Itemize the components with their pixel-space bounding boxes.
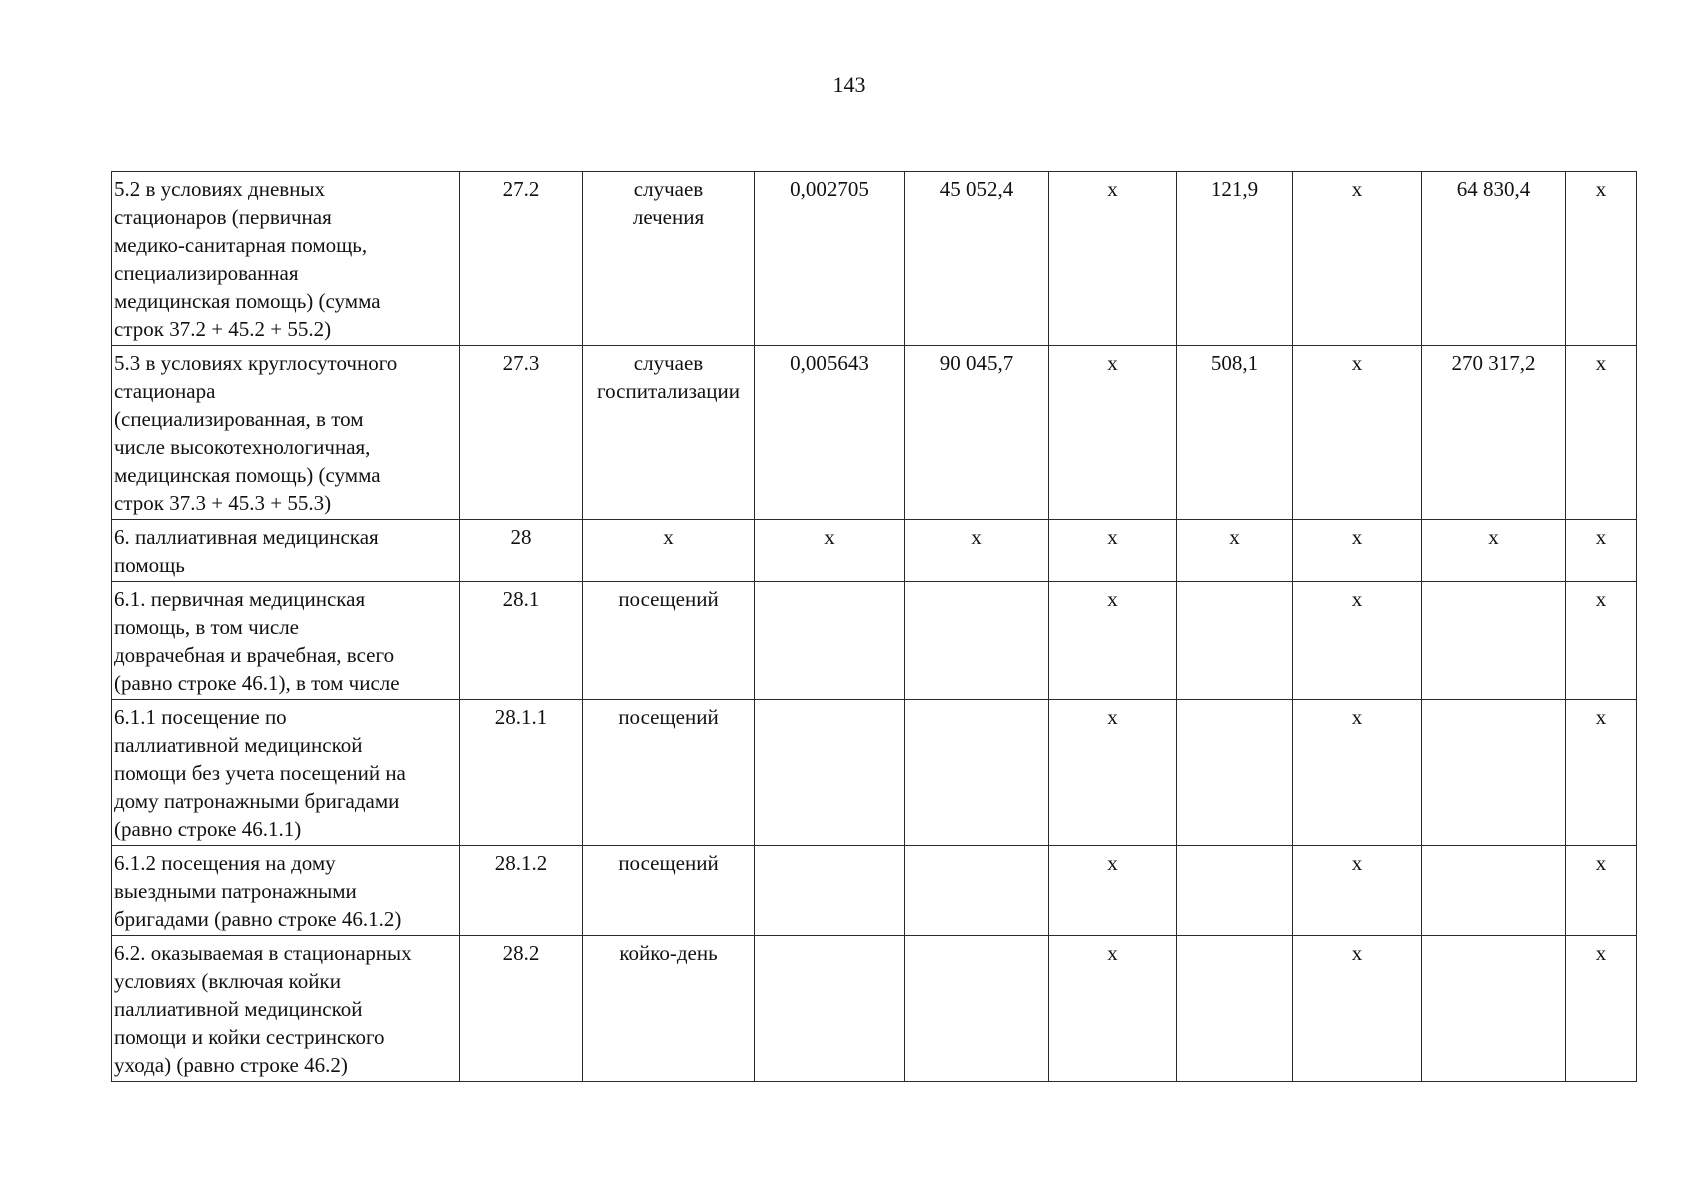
value-cell-c6: х — [1049, 172, 1177, 346]
row-name-cell — [112, 520, 460, 582]
row-name-line: помощь, в том числе — [114, 615, 300, 639]
row-name-cell — [112, 846, 460, 936]
row-number-cell: 27.2 — [460, 172, 583, 346]
table-row — [112, 172, 1637, 346]
value-cell-c10: х — [1566, 520, 1637, 582]
value-cell-c9: х — [1422, 520, 1566, 582]
value-cell-c8: х — [1293, 520, 1422, 582]
row-name-cell — [112, 700, 460, 846]
value-cell-c10: х — [1566, 582, 1637, 700]
value-cell-c9 — [1422, 846, 1566, 936]
row-name-line: медицинская помощь) (сумма — [114, 463, 381, 487]
unit-line: посещений — [618, 851, 719, 875]
row-name-line: доврачебная и врачебная, всего — [114, 643, 395, 667]
row-name-line: 5.3 в условиях круглосуточного — [114, 351, 398, 375]
row-name-line: числе высокотехнологичная, — [114, 435, 371, 459]
table-body — [112, 172, 1637, 1082]
table-row — [112, 846, 1637, 936]
unit-line: посещений — [618, 705, 719, 729]
value-cell-c8: х — [1293, 172, 1422, 346]
row-name-line: строк 37.3 + 45.3 + 55.3) — [114, 491, 332, 515]
value-cell-c4: х — [755, 520, 905, 582]
value-cell-c5 — [905, 582, 1049, 700]
row-name-line: строк 37.2 + 45.2 + 55.2) — [114, 317, 332, 341]
unit-line: случаев — [633, 177, 704, 201]
row-name-cell — [112, 346, 460, 520]
value-cell-c8: х — [1293, 582, 1422, 700]
value-cell-c5: 90 045,7 — [905, 346, 1049, 520]
row-name-line: специализированная — [114, 261, 299, 285]
value-cell-c4 — [755, 700, 905, 846]
row-name-line: медико-санитарная помощь, — [114, 233, 368, 257]
value-cell-c4 — [755, 936, 905, 1082]
row-number-cell: 28.1.2 — [460, 846, 583, 936]
table-row — [112, 936, 1637, 1082]
value-cell-c5 — [905, 700, 1049, 846]
value-cell-c6: х — [1049, 700, 1177, 846]
value-cell-c9: 64 830,4 — [1422, 172, 1566, 346]
row-name-line: 5.2 в условиях дневных — [114, 177, 326, 201]
row-name-line: медицинская помощь) (сумма — [114, 289, 381, 313]
value-cell-c10: х — [1566, 846, 1637, 936]
row-name-line: дому патронажными бригадами — [114, 789, 400, 813]
value-cell-c10: х — [1566, 936, 1637, 1082]
value-cell-c6: х — [1049, 936, 1177, 1082]
row-name-line: условиях (включая койки — [114, 969, 341, 993]
data-table — [111, 171, 1637, 1082]
row-name-line: паллиативной медицинской — [114, 997, 363, 1021]
row-name-line: помощь — [114, 553, 185, 577]
unit-cell — [583, 582, 755, 700]
row-name-line: выездными патронажными — [114, 879, 357, 903]
table-row — [112, 346, 1637, 520]
value-cell-c7: 508,1 — [1177, 346, 1293, 520]
value-cell-c8: х — [1293, 346, 1422, 520]
unit-cell — [583, 936, 755, 1082]
row-number-cell: 28.1.1 — [460, 700, 583, 846]
unit-cell — [583, 846, 755, 936]
value-cell-c7 — [1177, 936, 1293, 1082]
row-name-line: (специализированная, в том — [114, 407, 364, 431]
value-cell-c6: х — [1049, 582, 1177, 700]
unit-line: посещений — [618, 587, 719, 611]
value-cell-c8: х — [1293, 700, 1422, 846]
value-cell-c8: х — [1293, 936, 1422, 1082]
unit-cell — [583, 700, 755, 846]
unit-cell — [583, 520, 755, 582]
value-cell-c4: 0,002705 — [755, 172, 905, 346]
table-row — [112, 582, 1637, 700]
row-name-line: 6. паллиативная медицинская — [114, 525, 379, 549]
value-cell-c7 — [1177, 846, 1293, 936]
value-cell-c5: х — [905, 520, 1049, 582]
value-cell-c7 — [1177, 700, 1293, 846]
row-name-line: 6.1.1 посещение по — [114, 705, 287, 729]
value-cell-c9 — [1422, 582, 1566, 700]
value-cell-c6: х — [1049, 846, 1177, 936]
value-cell-c4 — [755, 582, 905, 700]
value-cell-c6: х — [1049, 346, 1177, 520]
row-name-line: помощи без учета посещений на — [114, 761, 406, 785]
value-cell-c5 — [905, 936, 1049, 1082]
value-cell-c9 — [1422, 936, 1566, 1082]
table-row — [112, 700, 1637, 846]
value-cell-c9 — [1422, 700, 1566, 846]
value-cell-c9: 270 317,2 — [1422, 346, 1566, 520]
unit-line: койко-день — [619, 941, 718, 965]
row-number-cell: 28.1 — [460, 582, 583, 700]
row-name-line: (равно строке 46.1), в том числе — [114, 671, 400, 695]
value-cell-c7: х — [1177, 520, 1293, 582]
row-name-line: 6.1. первичная медицинская — [114, 587, 366, 611]
value-cell-c10: х — [1566, 700, 1637, 846]
page-number: 143 — [832, 72, 866, 97]
row-name-line: бригадами (равно строке 46.1.2) — [114, 907, 402, 931]
value-cell-c10: х — [1566, 346, 1637, 520]
row-number-cell: 28.2 — [460, 936, 583, 1082]
unit-line: лечения — [632, 205, 705, 229]
row-name-line: паллиативной медицинской — [114, 733, 363, 757]
row-name-line: 6.2. оказываемая в стационарных — [114, 941, 412, 965]
unit-line: госпитализации — [597, 379, 740, 403]
row-number-cell: 27.3 — [460, 346, 583, 520]
row-name-line: помощи и койки сестринского — [114, 1025, 385, 1049]
value-cell-c10: х — [1566, 172, 1637, 346]
row-name-line: стационаров (первичная — [114, 205, 332, 229]
unit-cell — [583, 172, 755, 346]
value-cell-c4: 0,005643 — [755, 346, 905, 520]
row-name-line: (равно строке 46.1.1) — [114, 817, 302, 841]
row-name-cell — [112, 936, 460, 1082]
unit-line: х — [663, 525, 674, 549]
row-name-line: стационара — [114, 379, 216, 403]
unit-cell — [583, 346, 755, 520]
row-name-cell — [112, 582, 460, 700]
row-number-cell: 28 — [460, 520, 583, 582]
value-cell-c5: 45 052,4 — [905, 172, 1049, 346]
value-cell-c4 — [755, 846, 905, 936]
row-name-line: 6.1.2 посещения на дому — [114, 851, 336, 875]
value-cell-c7: 121,9 — [1177, 172, 1293, 346]
row-name-line: ухода) (равно строке 46.2) — [114, 1053, 348, 1077]
value-cell-c5 — [905, 846, 1049, 936]
unit-line: случаев — [633, 351, 704, 375]
table-row — [112, 520, 1637, 582]
row-name-cell — [112, 172, 460, 346]
value-cell-c7 — [1177, 582, 1293, 700]
value-cell-c8: х — [1293, 846, 1422, 936]
value-cell-c6: х — [1049, 520, 1177, 582]
